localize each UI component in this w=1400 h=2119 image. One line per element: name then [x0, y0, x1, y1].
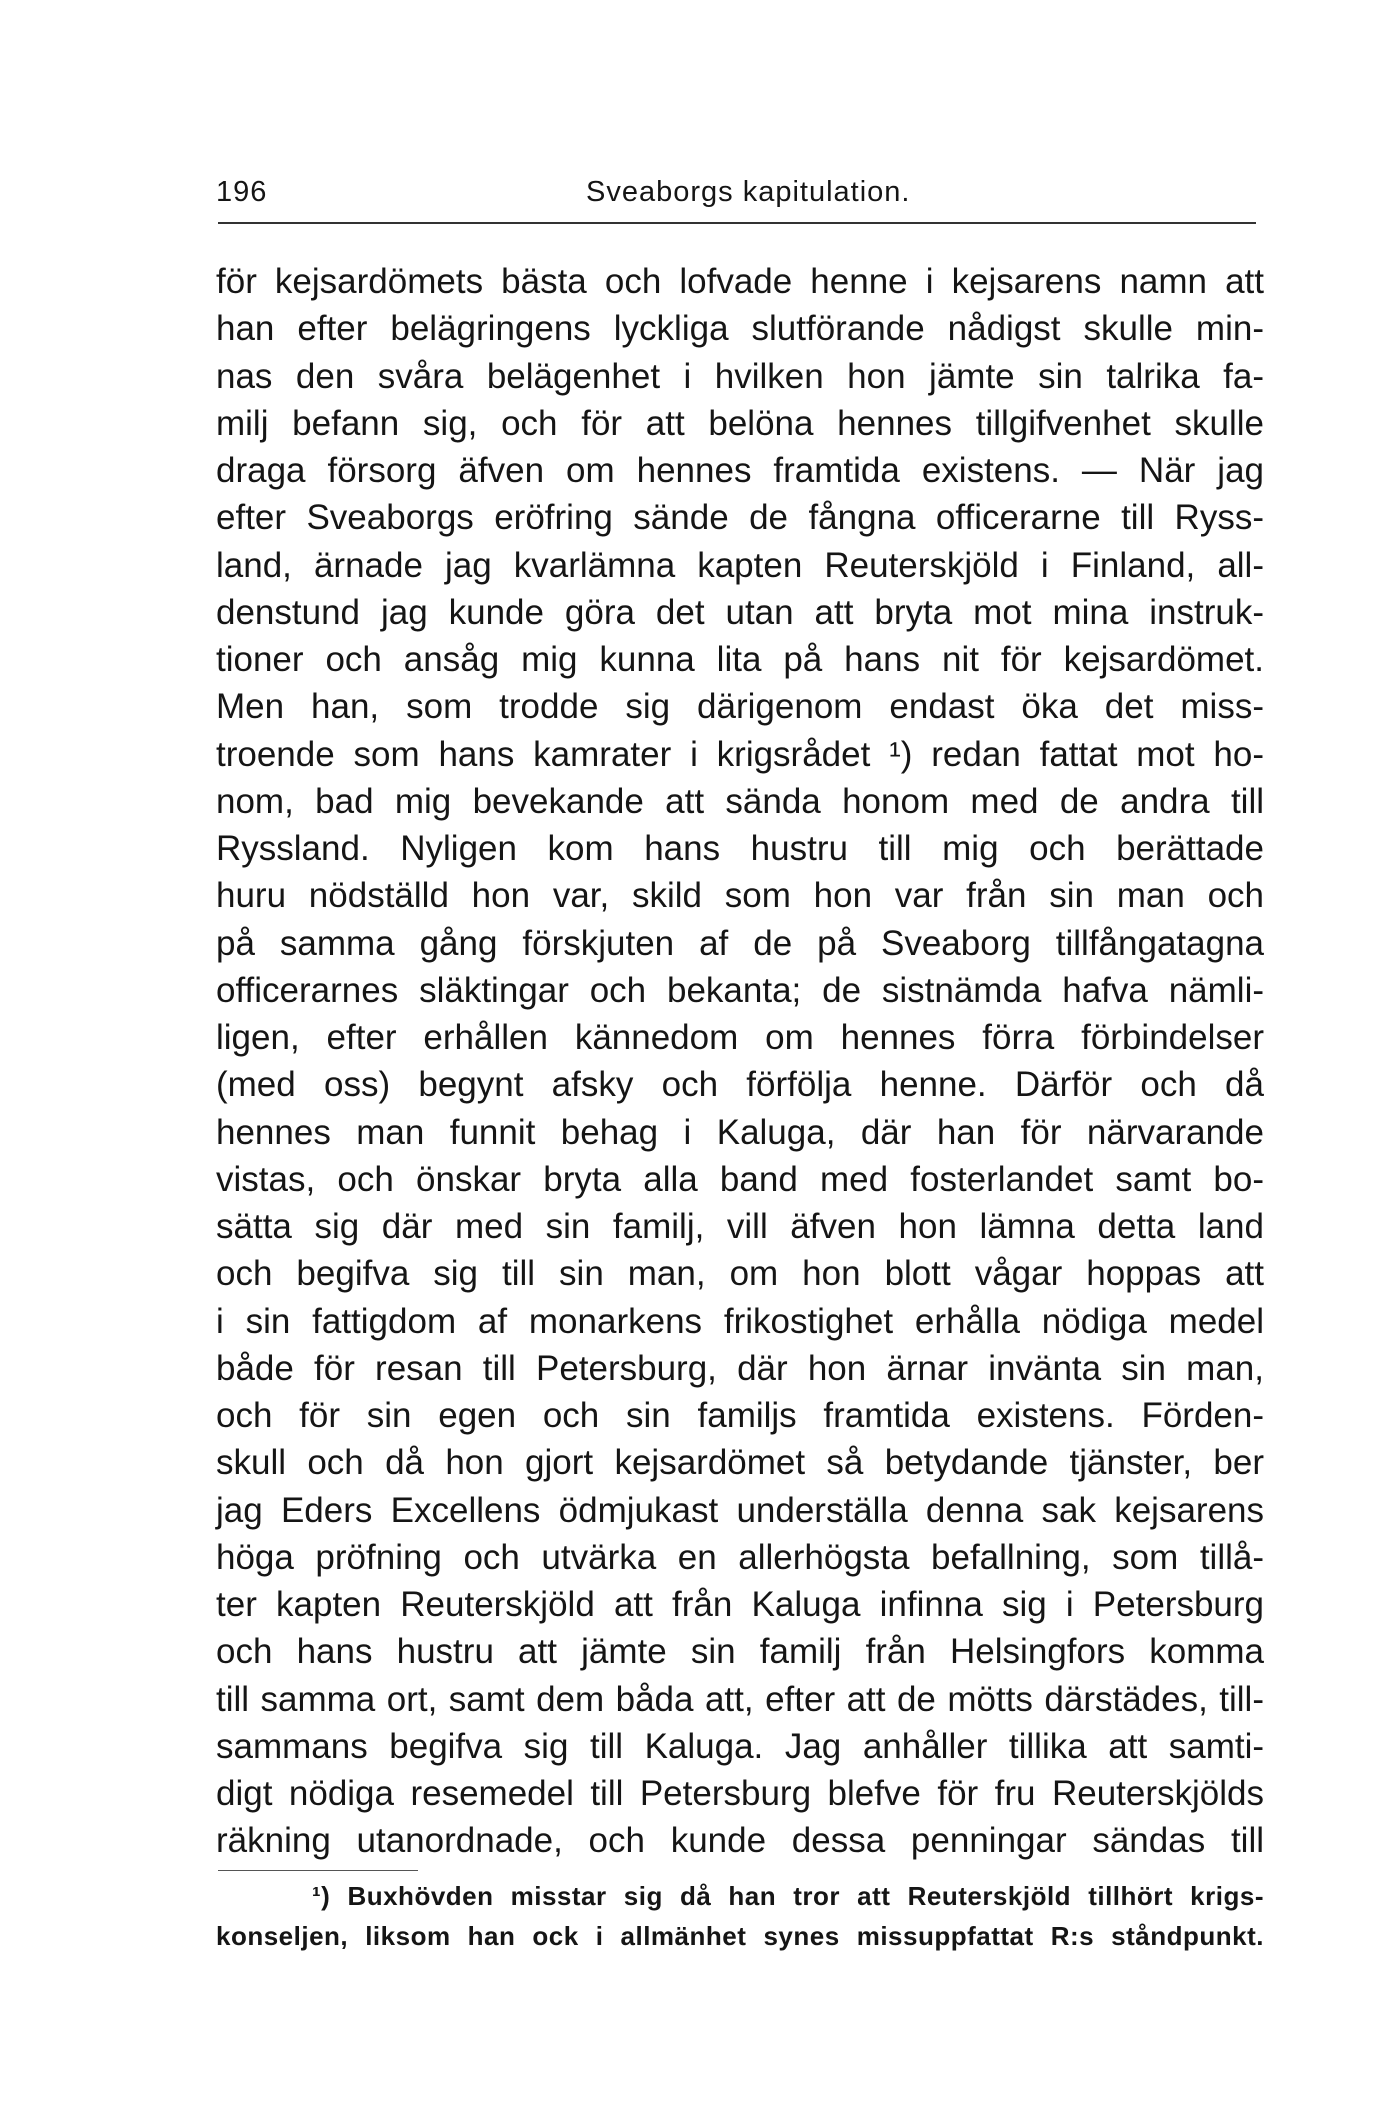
text-line: land, ärnade jag kvarlämna kapten Reuterskjöld i Finland, all-: [216, 545, 1264, 585]
text-line: ligen, efter erhållen kännedom om hennes förra förbindelser: [216, 1018, 1264, 1057]
text-line: i sin fattigdom af monarkens frikostighet erhålla nödiga medel: [216, 1301, 1264, 1341]
text-line: draga försorg äfven om hennes framtida existens. — När jag: [216, 451, 1264, 490]
text-line: och begifva sig till sin man, om hon blott vågar hoppas att: [216, 1254, 1264, 1294]
text-line: nas den svåra belägenhet i hvilken hon jämte sin talrika fa-: [216, 356, 1264, 396]
text-line: hennes man funnit behag i Kaluga, där han för närvarande: [216, 1112, 1264, 1152]
text-line: denstund jag kunde göra det utan att bryta mot mina instruk-: [216, 592, 1264, 632]
text-line: huru nödställd hon var, skild som hon var från sin man och: [216, 876, 1264, 916]
text-line: nom, bad mig bevekande att sända honom med de andra till: [216, 781, 1264, 821]
body-text: [216, 258, 1264, 1865]
text-line: till samma ort, samt dem båda att, efter att de mötts därstädes, till-: [216, 1679, 1264, 1719]
footnote-rule: [218, 1870, 418, 1871]
page-header: [216, 176, 1256, 216]
text-line: sätta sig där med sin familj, vill äfven hon lämna detta land: [216, 1207, 1264, 1246]
text-line: på samma gång förskjuten af de på Sveaborg tillfångatagna: [216, 923, 1264, 963]
running-title: Sveaborgs kapitulation.: [586, 176, 911, 208]
text-line: (med oss) begynt afsky och förfölja henne. Därför och då: [216, 1065, 1264, 1105]
text-line: Ryssland. Nyligen kom hans hustru till mig och berättade: [216, 829, 1264, 868]
text-line: och hans hustru att jämte sin familj från Helsingfors komma: [216, 1632, 1264, 1672]
footnote-line: konseljen, liksom han ock i allmänhet synes missuppfattat R:s ståndpunkt.: [216, 1921, 1264, 1951]
text-line: ter kapten Reuterskjöld att från Kaluga infinna sig i Petersburg: [216, 1585, 1264, 1624]
text-line: jag Eders Excellens ödmjukast underställa denna sak kejsarens: [216, 1490, 1264, 1530]
page-number: 196: [216, 176, 268, 208]
text-line: vistas, och önskar bryta alla band med fosterlandet samt bo-: [216, 1159, 1264, 1199]
text-line: milj befann sig, och för att belöna hennes tillgifvenhet skulle: [216, 403, 1264, 443]
text-line: troende som hans kamrater i krigsrådet ¹) redan fattat mot ho-: [216, 734, 1264, 774]
text-line: och för sin egen och sin familjs framtida existens. Förden-: [216, 1396, 1264, 1435]
header-rule: [218, 222, 1256, 224]
footnotes: [216, 1876, 1264, 1956]
text-line: både för resan till Petersburg, där hon ärnar invänta sin man,: [216, 1348, 1264, 1388]
text-line: han efter belägringens lyckliga slutförande nådigst skulle min-: [216, 309, 1264, 349]
text-line: Men han, som trodde sig därigenom endast öka det miss-: [216, 687, 1264, 727]
text-line: digt nödiga resemedel till Petersburg blefve för fru Reuterskjölds: [216, 1774, 1264, 1813]
text-line: höga pröfning och utvärka en allerhögsta befallning, som tillå-: [216, 1537, 1264, 1577]
text-line: skull och då hon gjort kejsardömet så betydande tjänster, ber: [216, 1443, 1264, 1483]
text-line: efter Sveaborgs eröfring sände de fångna officerarne till Ryss-: [216, 498, 1264, 538]
text-line: sammans begifva sig till Kaluga. Jag anhåller tillika att samti-: [216, 1726, 1264, 1766]
text-line: tioner och ansåg mig kunna lita på hans nit för kejsardömet.: [216, 640, 1264, 679]
text-line: officerarnes släktingar och bekanta; de sistnämda hafva nämli-: [216, 970, 1264, 1010]
text-line: räkning utanordnade, och kunde dessa penningar sändas till: [216, 1821, 1264, 1861]
text-line: för kejsardömets bästa och lofvade henne i kejsarens namn att: [216, 262, 1264, 301]
footnote-line: ¹) Buxhövden misstar sig då han tror att Reuterskjöld tillhört krigs-: [312, 1881, 1264, 1911]
